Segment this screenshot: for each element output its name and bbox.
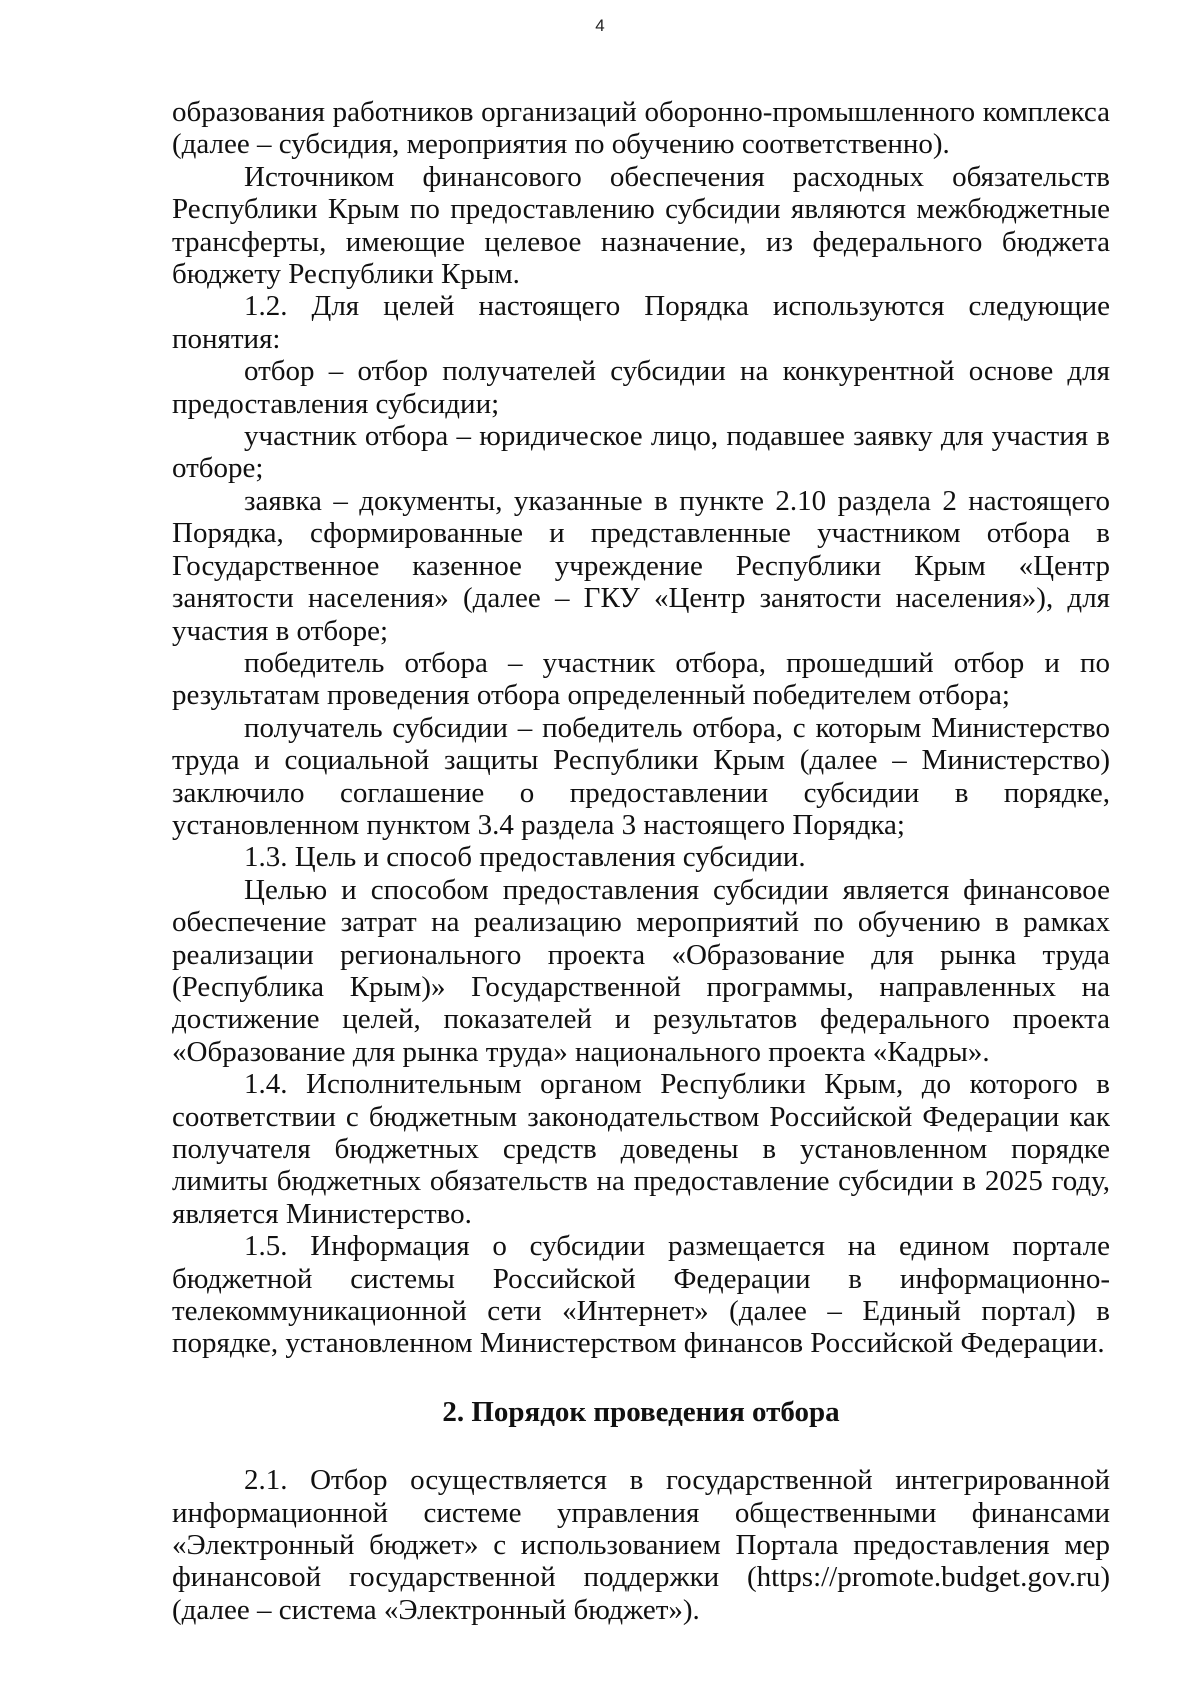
paragraph-1-4: 1.4. Исполнительным органом Республики Крым, до которого в соответствии с бюджетным законодательством Российской Федерации как получателя бюджетных средств доведены в установленном порядке лимиты бюджетных обязательств на предоставление субсидии в 2025 году, является Министерство. [172,1068,1110,1230]
paragraph-continuation: образования работников организаций оборонно-промышленного комплекса (далее – субсидия, мероприятия по обучению соответственно). [172,96,1110,161]
definition-participant: участник отбора – юридическое лицо, подавшее заявку для участия в отборе; [172,420,1110,485]
paragraph-funding-source: Источником финансового обеспечения расходных обязательств Республики Крым по предоставлению субсидии являются межбюджетные трансферты, имеющие целевое назначение, из федерального бюджета бюджету Республики Крым. [172,160,1110,291]
paragraph-2-1: 2.1. Отбор осуществляется в государственной интегрированной информационной системе управления общественными финансами «Электронный бюджет» с использованием Портала предоставления мер финансовой государственной поддержки (https://promote.budget.gov.ru) (далее – система «Электронный бюджет»). [172,1464,1110,1626]
section-heading: 2. Порядок проведения отбора [442,1395,840,1428]
definition-winner: победитель отбора – участник отбора, прошедший отбор и по результатам проведения отбора определенный победителем отбора; [172,646,1110,712]
paragraph-1-3: 1.3. Цель и способ предоставления субсидии. [244,841,806,874]
definition-application: заявка – документы, указанные в пункте 2.10 раздела 2 настоящего Порядка, сформированные и представленные участником отбора в Государственное казенное учреждение Республики Крым «Центр занятости населения» (далее – ГКУ «Центр занятости населения»), для участия в отборе; [172,484,1110,647]
paragraph-1-5: 1.5. Информация о субсидии размещается на едином портале бюджетной системы Российской Федерации в информационно-телекоммуникационной сети «Интернет» (далее – Единый портал) в порядке, установленном Министерством финансов Российской Федерации. [172,1230,1110,1360]
paragraph-1-2: 1.2. Для целей настоящего Порядка используются следующие понятия: [172,290,1110,355]
page-number: 4 [595,16,605,35]
paragraph-purpose: Целью и способом предоставления субсидии является финансовое обеспечение затрат на реализацию мероприятий по обучению в рамках реализации регионального проекта «Образование для рынка труда (Республика Крым)» Государственной программы, направленных на достижение целей, показателей и результатов федерального проекта «Образование для рынка труда» национального проекта «Кадры». [172,873,1110,1068]
definition-selection: отбор – отбор получателей субсидии на конкурентной основе для предоставления субсидии; [172,355,1110,420]
definition-recipient: получатель субсидии – победитель отбора, с которым Министерство труда и социальной защиты Республики Крым (далее – Министерство) заключило соглашение о предоставлении субсидии в порядке, установленном пунктом 3.4 раздела 3 настоящего Порядка; [172,711,1110,841]
document-body [172,96,1110,1626]
